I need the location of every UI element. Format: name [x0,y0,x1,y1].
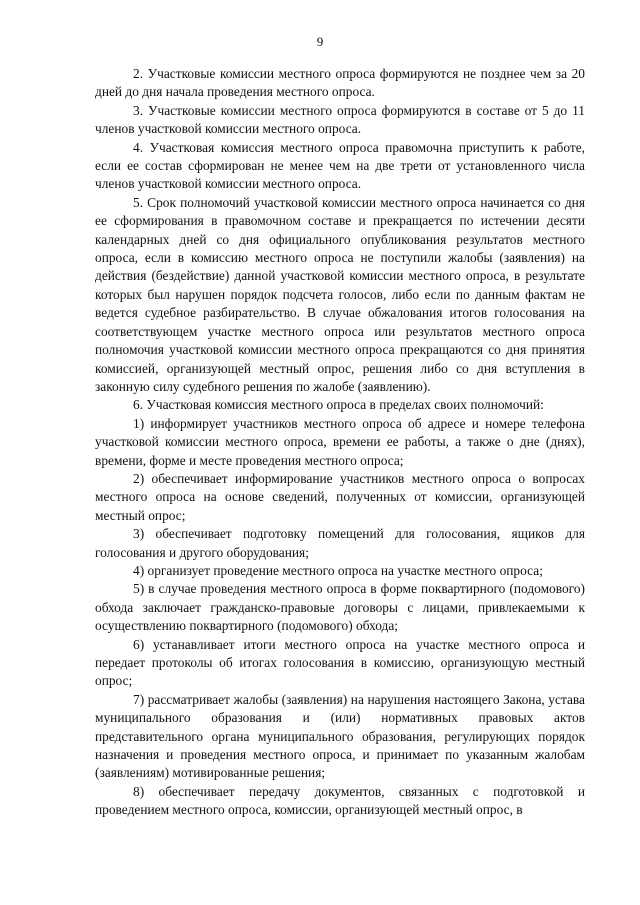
subitem-7: 7) рассматривает жалобы (заявления) на нарушения настоящего Закона, устава муниципального образования и (или) нормативных правовых актов представительного органа муниципального образования, регулирующих порядок назначения и проведения местного опроса, и принимает по указанным жалобам (заявлениям) мотивированные решения; [95,691,585,781]
subitem-3: 3) обеспечивает подготовку помещений для голосования, ящиков для голосования и другого оборудования; [95,526,585,560]
subitem-6: 6) устанавливает итоги местного опроса на участке местного опроса и передает протоколы об итогах голосования в комиссию, организующую местный опрос; [95,636,585,689]
paragraph-item-2: 2. Участковые комиссии местного опроса формируются не позднее чем за 20 дней до дня начала проведения местного опроса. [95,66,585,100]
paragraph-item-4: 4. Участковая комиссия местного опроса правомочна приступить к работе, если ее состав сформирован не менее чем на две трети от установленного числа членов участковой комиссии местного опроса. [95,139,585,192]
subitem-4: 4) организует проведение местного опроса на участке местного опроса; [133,562,543,578]
subitem-8: 8) обеспечивает передачу документов, связанных с подготовкой и проведением местного опроса, комиссии, организующей местный опрос, в [95,783,585,818]
paragraph-item-6: 6. Участковая комиссия местного опроса в пределах своих полномочий: [133,397,544,413]
subitem-2: 2) обеспечивает информирование участников местного опроса о вопросах местного опроса на основе сведений, полученных от комиссии, организующей местный опрос; [95,470,585,523]
paragraph-item-3: 3. Участковые комиссии местного опроса формируются в составе от 5 до 11 членов участковой комиссии местного опроса. [95,102,585,137]
document-body [95,65,585,820]
paragraph-item-5: 5. Срок полномочий участковой комиссии местного опроса начинается со дня ее сформирования в правомочном составе и прекращается по истечении десяти календарных дней со дня официального опубликования результатов местного опроса, если в комиссию местного опроса не поступили жалобы (заявления) на действия (бездействие) данной участковой комиссии местного опроса, в результате которых был нарушен порядок подсчета голосов, либо если по данным фактам не ведется судебное разбирательство. В случае обжалования итогов голосования на соответствующем участке местного опроса или результатов местного опроса полномочия участковой комиссии местного опроса прекращаются со дня принятия комиссией, организующей местный опрос, решения либо со дня вступления в законную силу судебного решения по жалобе (заявлению). [95,194,585,394]
subitem-1: 1) информирует участников местного опроса об адресе и номере телефона участковой комиссии местного опроса, времени ее работы, а также о дне (днях), времени, форме и месте проведения местного опроса; [95,415,585,468]
subitem-5: 5) в случае проведения местного опроса в форме поквартирного (подомового) обхода заключает гражданско-правовые договоры с лицами, привлекаемыми к осуществлению поквартирного (подомового) обхода; [95,581,585,634]
page-number: 9 [316,34,324,49]
